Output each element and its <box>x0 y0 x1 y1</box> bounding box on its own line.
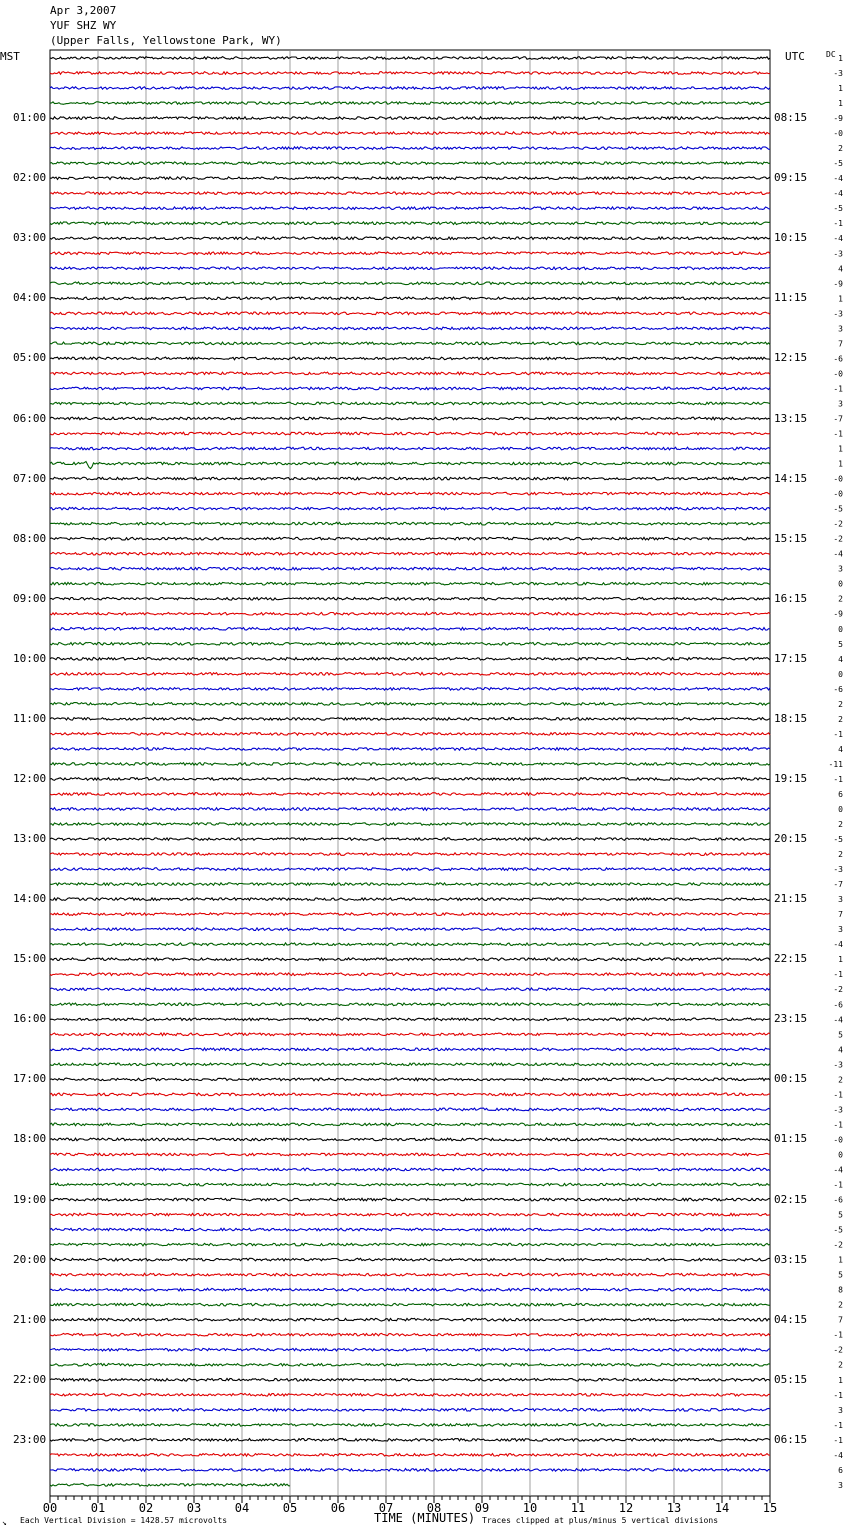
seismic-trace <box>50 1484 290 1487</box>
mst-hour-label: 03:00 <box>13 231 47 245</box>
mst-hour-label: 15:00 <box>13 952 47 966</box>
dc-offset-label: 1 <box>838 1255 843 1265</box>
seismic-trace <box>50 72 770 75</box>
dc-offset-label: -2 <box>833 1240 843 1250</box>
seismic-trace <box>50 597 770 600</box>
dc-offset-label: -0 <box>833 474 843 484</box>
seismic-trace <box>50 628 770 631</box>
dc-offset-label: -2 <box>833 534 843 544</box>
right-axis-title: UTC <box>785 50 805 63</box>
seismic-trace <box>50 1363 770 1366</box>
seismic-trace <box>50 1018 770 1021</box>
dc-offset-label: 4 <box>838 1045 843 1055</box>
dc-offset-label: 0 <box>838 805 843 814</box>
dc-offset-label: 3 <box>838 564 843 574</box>
seismic-trace <box>50 1153 770 1156</box>
utc-hour-label: 17:15 <box>774 651 808 665</box>
seismic-trace <box>50 763 770 766</box>
seismic-trace <box>50 1003 770 1006</box>
dc-offset-label: -3 <box>833 309 843 319</box>
x-tick-label: 08 <box>426 1501 442 1515</box>
mst-hour-label: 13:00 <box>13 832 47 845</box>
seismic-trace <box>50 177 770 180</box>
seismic-trace <box>50 1454 770 1457</box>
utc-hour-label: 01:15 <box>774 1132 808 1146</box>
dc-offset-label: 2 <box>838 714 843 724</box>
dc-offset-label: 2 <box>838 144 843 154</box>
seismic-trace <box>50 447 770 450</box>
seismic-trace <box>50 537 770 540</box>
dc-offset-label: 2 <box>838 699 843 709</box>
seismic-trace <box>50 192 770 195</box>
dc-offset-label: -1 <box>833 219 843 229</box>
seismic-trace <box>50 928 770 931</box>
utc-hour-label: 15:15 <box>774 531 808 545</box>
dc-offset-label: -3 <box>833 1060 843 1070</box>
dc-column-title: DC <box>826 50 836 59</box>
seismic-trace <box>50 462 770 469</box>
seismic-trace <box>50 417 770 420</box>
dc-offset-label: -4 <box>833 234 843 244</box>
seismic-trace <box>50 117 770 120</box>
dc-offset-label: 4 <box>838 654 843 664</box>
seismic-trace <box>50 1138 770 1141</box>
dc-offset-label: 0 <box>838 624 843 634</box>
seismic-trace <box>50 1168 770 1171</box>
seismic-trace <box>50 267 770 270</box>
dc-offset-label: 2 <box>838 850 843 860</box>
dc-offset-label: 8 <box>838 1285 843 1295</box>
dc-offset-label: 0 <box>838 579 843 589</box>
mst-hour-label: 08:00 <box>13 531 47 545</box>
seismic-trace <box>50 868 770 871</box>
dc-offset-label: -1 <box>833 1120 843 1130</box>
dc-offset-label: -6 <box>833 1000 843 1010</box>
seismic-trace <box>50 838 770 841</box>
seismic-trace <box>50 1379 770 1382</box>
dc-offset-label: -4 <box>833 549 843 559</box>
seismic-trace <box>50 492 770 495</box>
dc-offset-label: -2 <box>833 985 843 995</box>
mst-hour-label: 04:00 <box>13 291 47 305</box>
seismic-trace <box>50 297 770 300</box>
dc-offset-label: -3 <box>833 69 843 78</box>
seismic-trace <box>50 477 770 480</box>
utc-hour-label: 19:15 <box>774 772 808 785</box>
dc-offset-label: -0 <box>833 369 843 379</box>
x-tick-label: 10 <box>522 1501 538 1515</box>
seismic-trace <box>50 748 770 751</box>
seismic-trace <box>50 237 770 240</box>
seismic-trace <box>50 1288 770 1291</box>
utc-hour-label: 09:15 <box>774 171 808 185</box>
corner-mark: ↘ <box>2 1518 7 1527</box>
seismic-trace <box>50 327 770 330</box>
dc-offset-label: 3 <box>838 925 843 935</box>
left-axis-title: MST <box>0 50 20 63</box>
seismic-trace <box>50 522 770 525</box>
seismic-trace <box>50 658 770 661</box>
dc-offset-label: -2 <box>833 1345 843 1355</box>
dc-offset-label: -1 <box>833 384 843 394</box>
x-tick-label: 13 <box>666 1501 682 1515</box>
dc-offset-label: -2 <box>833 519 843 529</box>
dc-offset-label: -5 <box>833 204 843 214</box>
utc-hour-label: 00:15 <box>774 1072 808 1086</box>
dc-offset-label: -6 <box>833 684 843 694</box>
seismic-trace <box>50 312 770 315</box>
mst-hour-label: 22:00 <box>13 1372 47 1386</box>
dc-offset-label: -4 <box>833 1450 843 1460</box>
dc-offset-label: 5 <box>838 1030 843 1040</box>
x-tick-label: 04 <box>234 1501 250 1515</box>
dc-offset-label: -1 <box>833 729 843 739</box>
seismic-trace <box>50 808 770 811</box>
x-tick-label: 07 <box>378 1501 394 1515</box>
utc-hour-label: 08:15 <box>774 111 808 125</box>
x-tick-label: 03 <box>186 1501 202 1515</box>
x-tick-label: 11 <box>570 1501 586 1515</box>
x-tick-label: 02 <box>138 1501 154 1515</box>
utc-hour-label: 23:15 <box>774 1012 808 1026</box>
dc-offset-label: -3 <box>833 249 843 259</box>
dc-offset-label: -6 <box>833 1195 843 1205</box>
dc-offset-label: -1 <box>833 970 843 980</box>
seismic-trace <box>50 432 770 435</box>
utc-hour-label: 10:15 <box>774 231 808 245</box>
dc-offset-label: -9 <box>833 114 843 124</box>
dc-offset-label: -1 <box>833 1420 843 1430</box>
seismic-trace <box>50 1258 770 1261</box>
seismic-trace <box>50 1198 770 1201</box>
mst-hour-label: 12:00 <box>13 772 47 785</box>
seismic-trace <box>50 1093 770 1096</box>
utc-hour-label: 14:15 <box>774 471 808 485</box>
dc-offset-label: -4 <box>833 1015 843 1025</box>
utc-hour-label: 04:15 <box>774 1312 808 1326</box>
seismic-trace <box>50 718 770 721</box>
dc-offset-label: -4 <box>833 174 843 184</box>
utc-hour-label: 12:15 <box>774 351 808 365</box>
dc-offset-label: 5 <box>838 639 843 649</box>
dc-offset-label: 6 <box>838 790 843 799</box>
mst-hour-label: 10:00 <box>13 651 47 665</box>
seismic-trace <box>50 1333 770 1336</box>
seismic-trace <box>50 582 770 585</box>
seismic-trace <box>50 913 770 916</box>
mst-hour-label: 20:00 <box>13 1252 47 1266</box>
mst-hour-label: 06:00 <box>13 411 47 425</box>
dc-offset-label: 3 <box>838 1405 843 1415</box>
dc-offset-label: 5 <box>838 1270 843 1280</box>
dc-offset-label: -1 <box>833 1330 843 1340</box>
dc-offset-label: 7 <box>838 339 843 349</box>
utc-hour-label: 21:15 <box>774 892 808 906</box>
x-tick-label: 06 <box>330 1501 346 1515</box>
seismic-trace <box>50 252 770 255</box>
dc-offset-label: -0 <box>833 489 843 499</box>
x-tick-label: 09 <box>474 1501 490 1515</box>
dc-offset-label: -1 <box>833 1180 843 1190</box>
clip-note: Traces clipped at plus/minus 5 vertical divisions <box>482 1516 719 1525</box>
seismic-trace <box>50 342 770 345</box>
seismic-trace <box>50 1048 770 1051</box>
utc-hour-label: 02:15 <box>774 1192 808 1206</box>
dc-offset-label: -0 <box>833 1135 843 1145</box>
seismic-trace <box>50 372 770 375</box>
seismic-trace <box>50 102 770 105</box>
seismic-trace <box>50 1063 770 1066</box>
dc-offset-label: 0 <box>838 1150 843 1160</box>
dc-offset-label: 1 <box>838 84 843 93</box>
seismic-trace <box>50 357 770 360</box>
dc-offset-label: -5 <box>833 159 843 169</box>
seismic-trace <box>50 793 770 796</box>
seismic-trace <box>50 1318 770 1321</box>
dc-offset-label: 4 <box>838 264 843 274</box>
seismic-trace <box>50 552 770 555</box>
dc-offset-label: 4 <box>838 744 843 754</box>
dc-offset-label: 0 <box>838 669 843 679</box>
dc-offset-label: 2 <box>838 820 843 829</box>
utc-hour-label: 06:15 <box>774 1432 808 1446</box>
utc-hour-label: 05:15 <box>774 1372 808 1386</box>
seismic-trace <box>50 567 770 570</box>
mst-hour-label: 19:00 <box>13 1192 47 1206</box>
seismic-trace <box>50 222 770 225</box>
utc-hour-label: 03:15 <box>774 1252 808 1266</box>
seismic-trace <box>50 1424 770 1427</box>
dc-offset-label: -3 <box>833 1105 843 1115</box>
seismic-trace <box>50 1409 770 1412</box>
seismic-trace <box>50 1078 770 1081</box>
x-tick-label: 05 <box>282 1501 298 1515</box>
mst-hour-label: 17:00 <box>13 1072 47 1086</box>
dc-offset-label: 1 <box>838 54 843 63</box>
dc-offset-label: 3 <box>838 1480 843 1490</box>
utc-hour-label: 20:15 <box>774 832 808 845</box>
seismic-trace <box>50 1303 770 1306</box>
dc-offset-label: -4 <box>833 1165 843 1175</box>
dc-offset-label: -3 <box>833 865 843 875</box>
dc-offset-label: 3 <box>838 895 843 905</box>
dc-offset-label: -7 <box>833 414 843 424</box>
dc-offset-label: 3 <box>838 399 843 409</box>
mst-hour-label: 02:00 <box>13 171 47 185</box>
dc-offset-label: -5 <box>833 835 843 844</box>
seismic-trace <box>50 1183 770 1186</box>
seismic-trace <box>50 1439 770 1442</box>
mst-hour-label: 07:00 <box>13 471 47 485</box>
dc-offset-label: -9 <box>833 609 843 619</box>
seismic-trace <box>50 898 770 901</box>
seismic-trace <box>50 207 770 210</box>
dc-offset-label: 2 <box>838 1300 843 1310</box>
utc-hour-label: 22:15 <box>774 952 808 966</box>
seismic-trace <box>50 402 770 405</box>
mst-hour-label: 18:00 <box>13 1132 47 1146</box>
seismic-trace <box>50 1033 770 1036</box>
seismic-trace <box>50 1348 770 1351</box>
x-axis-label: TIME (MINUTES) <box>374 1511 476 1525</box>
seismic-trace <box>50 1243 770 1246</box>
scale-note: Each Vertical Division = 1428.57 microvolts <box>20 1516 228 1525</box>
seismic-trace <box>50 688 770 691</box>
dc-offset-label: -4 <box>833 189 843 199</box>
dc-offset-label: -1 <box>833 429 843 439</box>
seismic-trace <box>50 958 770 961</box>
dc-offset-label: 1 <box>838 444 843 454</box>
dc-offset-label: -0 <box>833 129 843 139</box>
seismic-trace <box>50 883 770 886</box>
dc-offset-label: -9 <box>833 279 843 289</box>
seismic-trace <box>50 87 770 90</box>
mst-hour-label: 05:00 <box>13 351 47 365</box>
dc-offset-label: -1 <box>833 1435 843 1445</box>
x-tick-label: 01 <box>90 1501 106 1515</box>
dc-offset-label: -11 <box>828 759 843 769</box>
record-date: Apr 3,2007 <box>50 4 117 17</box>
seismic-trace <box>50 973 770 976</box>
dc-offset-label: 2 <box>838 1360 843 1370</box>
dc-offset-label: 2 <box>838 594 843 604</box>
dc-offset-label: -5 <box>833 504 843 514</box>
seismic-trace <box>50 1469 770 1472</box>
utc-hour-label: 11:15 <box>774 291 808 305</box>
seismic-trace <box>50 132 770 135</box>
seismic-trace <box>50 1228 770 1231</box>
mst-hour-label: 09:00 <box>13 591 47 605</box>
dc-offset-label: 7 <box>838 1315 843 1325</box>
mst-hour-label: 01:00 <box>13 111 47 125</box>
seismic-trace <box>50 612 770 615</box>
station-code: YUF SHZ WY <box>50 19 117 32</box>
mst-hour-label: 23:00 <box>13 1432 47 1446</box>
seismic-trace <box>50 1123 770 1126</box>
utc-hour-label: 18:15 <box>774 711 808 725</box>
dc-offset-label: -1 <box>833 1090 843 1100</box>
dc-offset-label: -1 <box>833 1390 843 1400</box>
x-tick-label: 12 <box>618 1501 634 1515</box>
seismic-trace <box>50 1108 770 1111</box>
station-location: (Upper Falls, Yellowstone Park, WY) <box>50 34 282 47</box>
dc-offset-label: -7 <box>833 880 843 890</box>
x-tick-label: 14 <box>714 1501 730 1515</box>
seismic-trace <box>50 1273 770 1276</box>
mst-hour-label: 11:00 <box>13 711 47 725</box>
seismic-trace <box>50 733 770 736</box>
seismic-trace <box>50 57 770 60</box>
seismic-trace <box>50 943 770 946</box>
seismic-trace <box>50 823 770 826</box>
seismic-trace <box>50 988 770 991</box>
seismic-trace <box>50 387 770 390</box>
x-tick-label: 15 <box>762 1501 778 1515</box>
utc-hour-label: 13:15 <box>774 411 808 425</box>
seismic-trace <box>50 703 770 706</box>
seismic-trace <box>50 282 770 285</box>
dc-offset-label: -6 <box>833 354 843 364</box>
seismic-trace <box>50 507 770 510</box>
dc-offset-label: 3 <box>838 324 843 334</box>
mst-hour-label: 21:00 <box>13 1312 47 1326</box>
dc-offset-label: 1 <box>838 459 843 469</box>
seismic-trace <box>50 643 770 646</box>
seismic-trace <box>50 162 770 165</box>
dc-offset-label: 1 <box>838 955 843 965</box>
seismic-trace <box>50 853 770 856</box>
seismic-trace <box>50 1394 770 1397</box>
dc-offset-label: -4 <box>833 940 843 950</box>
mst-hour-label: 14:00 <box>13 892 47 906</box>
dc-offset-label: -1 <box>833 775 843 784</box>
dc-offset-label: 5 <box>838 1210 843 1220</box>
seismic-trace <box>50 673 770 676</box>
seismic-trace <box>50 1213 770 1216</box>
dc-offset-label: 2 <box>838 1075 843 1085</box>
x-tick-label: 00 <box>42 1501 58 1515</box>
seismic-trace <box>50 778 770 781</box>
mst-hour-label: 16:00 <box>13 1012 47 1026</box>
dc-offset-label: 1 <box>838 294 843 304</box>
dc-offset-label: 6 <box>838 1465 843 1475</box>
dc-offset-label: -5 <box>833 1225 843 1235</box>
dc-offset-label: 1 <box>838 99 843 109</box>
seismic-trace <box>50 147 770 150</box>
utc-hour-label: 16:15 <box>774 591 808 605</box>
dc-offset-label: 7 <box>838 910 843 920</box>
dc-offset-label: 1 <box>838 1375 843 1385</box>
